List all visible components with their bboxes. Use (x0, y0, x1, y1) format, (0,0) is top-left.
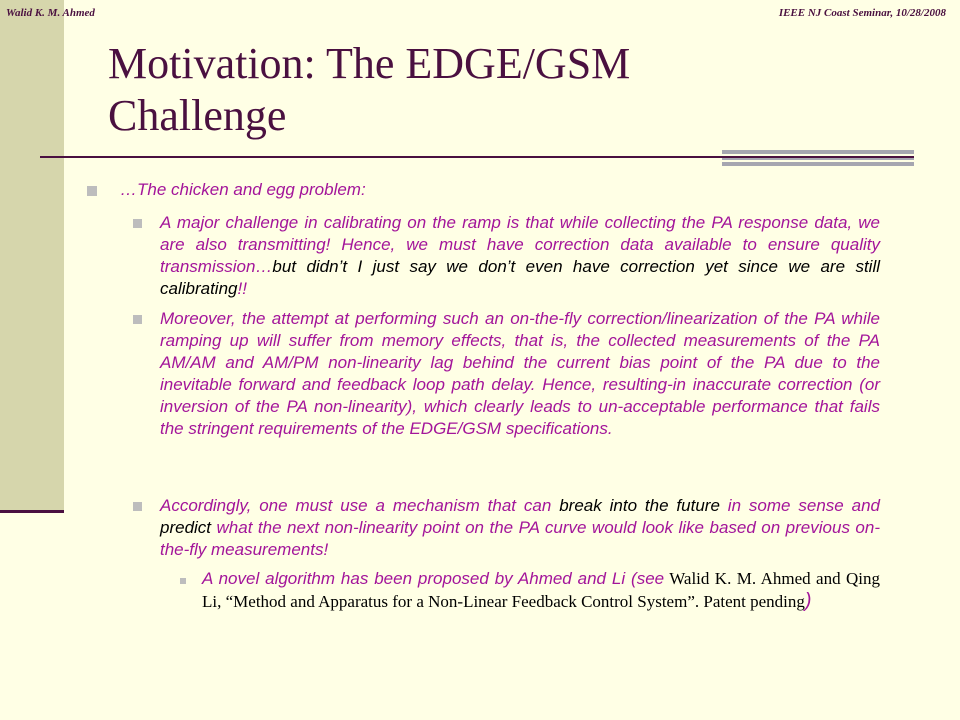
paragraph-memory-effects: Moreover, the attempt at performing such an on-the-fly correction/linearization of the PA while ramping up will suffer from memory effects, that is, the collected measurements of the PA AM/AM and AM/PM non-linearity lag behind the current bias point of the PA due to the inevitable forward and feedback loop path delay. Hence, resulting-in inaccurate correction (or inversion of the PA non-linearity), which clearly leads to un-acceptable performance that fails the stringent requirements of the EDGE/GSM specifications. (160, 309, 880, 438)
p3-text-c: in some sense and (719, 496, 881, 515)
p3-text-a: Accordingly, one must use a mechanism that can (160, 496, 560, 515)
p3-emphasis-predict: predict (160, 518, 212, 537)
bullet-icon (133, 315, 142, 324)
header-author: Walid K. M. Ahmed (6, 7, 95, 19)
p4-close-paren: ) (804, 590, 812, 612)
header-event: IEEE NJ Coast Seminar, 10/28/2008 (778, 7, 946, 19)
p3-emphasis-future: break into the future (559, 496, 720, 515)
p1-exclaim: !! (237, 279, 247, 298)
bullet-icon (180, 578, 186, 584)
p1-text: A major challenge in calibrating on the ramp is that while collecting the PA response data, we are also transmitting! Hence, we must have correction data available to ensure quality transmission… (160, 213, 880, 276)
p1-emphasis: but didn’t I just say we don’t even have correction yet since we are still calibrating (160, 257, 880, 298)
p4-citation: Walid K. M. Ahmed and Qing Li, “Method and Apparatus for a Non-Linear Feedback Control System”. Patent pending (202, 569, 880, 611)
paragraph-calibration-challenge (160, 212, 880, 300)
title-line-2: Challenge (108, 91, 287, 140)
bullet-icon (133, 502, 142, 511)
bullet-level1-text: …The chicken and egg problem: (120, 180, 366, 199)
title-line-1: Motivation: The EDGE/GSM (108, 39, 631, 88)
p4-see: see (636, 569, 665, 588)
p4-text-a: A novel algorithm has been proposed by Ahmed and Li ( (202, 569, 637, 588)
paragraph-novel-algorithm (202, 568, 880, 613)
bullet-icon (87, 186, 97, 196)
bullet-icon (133, 219, 142, 228)
p3-text-e: what the next non-linearity point on the PA curve would look like based on previous on-the-fly measurements! (160, 518, 880, 559)
paragraph-prediction (160, 495, 880, 561)
